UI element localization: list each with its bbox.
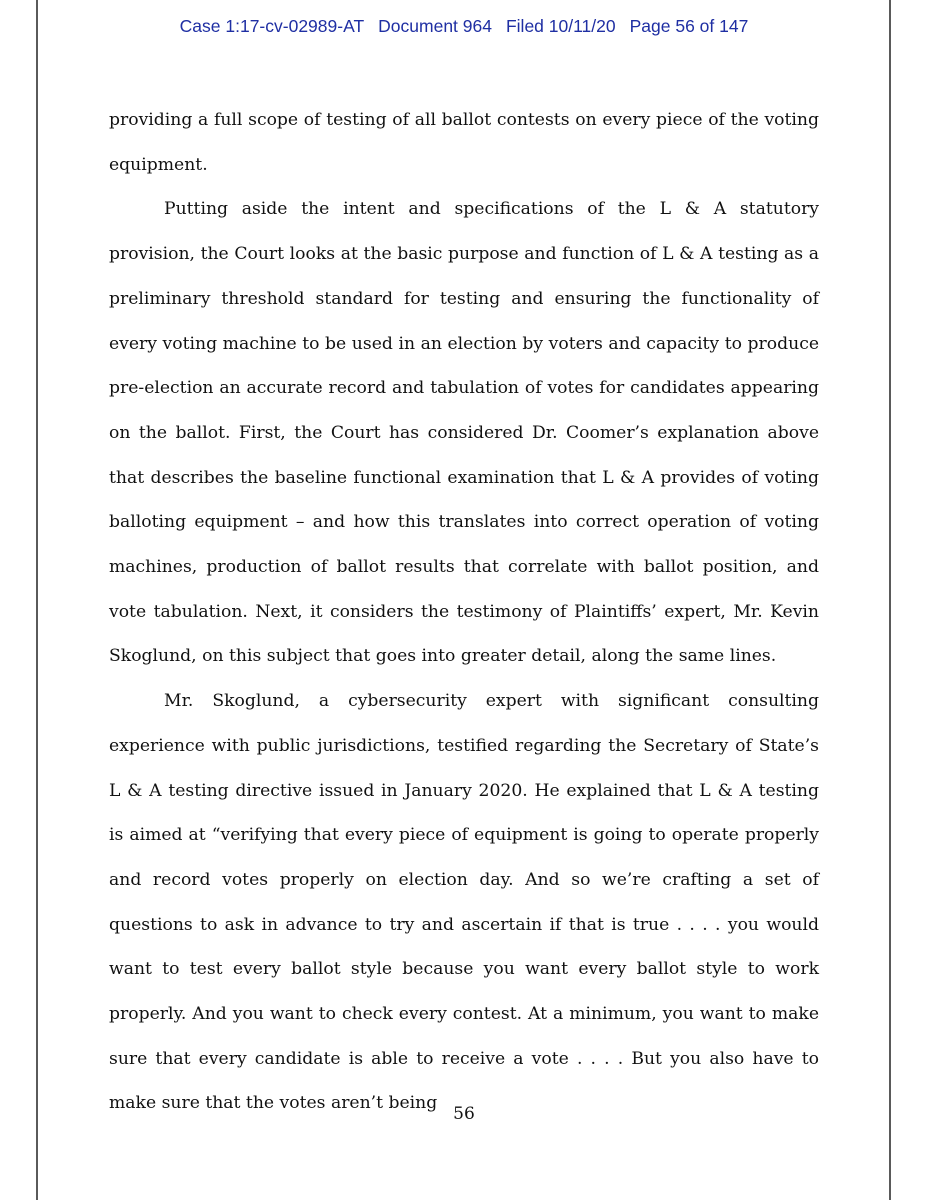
paragraph: Mr. Skoglund, a cybersecurity expert with significant consulting experience with public jurisdictions, testified regarding the Secretary of State’s L & A testing directive issued in January 2020. He explained that L & A testing is aimed at “verifying that every piece of equipment is going to operate properly and record votes properly on election day. And so we’re crafting a set of questions to ask in advance to try and ascertain if that is true . . . . you would want to test every ballot style because you want every ballot style to work properly. And you want to check every contest. At a minimum, you want to make sure that every candidate is able to receive a vote . . . . But you also have to make sure that the votes aren’t being [109, 691, 819, 1114]
page-right-edge [889, 0, 891, 1200]
filed-date: Filed 10/11/20 [505, 16, 616, 36]
document-number: Document 964 [378, 16, 492, 36]
case-number: Case 1:17-cv-02989-AT [179, 16, 365, 36]
page-count: Page 56 of 147 [629, 16, 749, 36]
case-header [0, 16, 928, 37]
paragraph: providing a full scope of testing of all ballot contests on every piece of the voting equipment. [109, 110, 819, 175]
body-text [109, 98, 819, 1126]
page-number: 56 [453, 1104, 475, 1124]
page-left-edge [36, 0, 38, 1200]
paragraph: Putting aside the intent and specifications of the L & A statutory provision, the Court looks at the basic purpose and function of L & A testing as a preliminary threshold standard for testing and ensuring the functionality of every voting machine to be used in an election by voters and capacity to produce pre-election an accurate record and tabulation of votes for candidates appearing on the ballot. First, the Court has considered Dr. Coomer’s explanation above that describes the baseline functional examination that L & A provides of voting balloting equipment – and how this translates into correct operation of voting machines, production of ballot results that correlate with ballot position, and vote tabulation. Next, it considers the testimony of Plaintiffs’ expert, Mr. Kevin Skoglund, on this subject that goes into greater detail, along the same lines. [109, 199, 819, 667]
